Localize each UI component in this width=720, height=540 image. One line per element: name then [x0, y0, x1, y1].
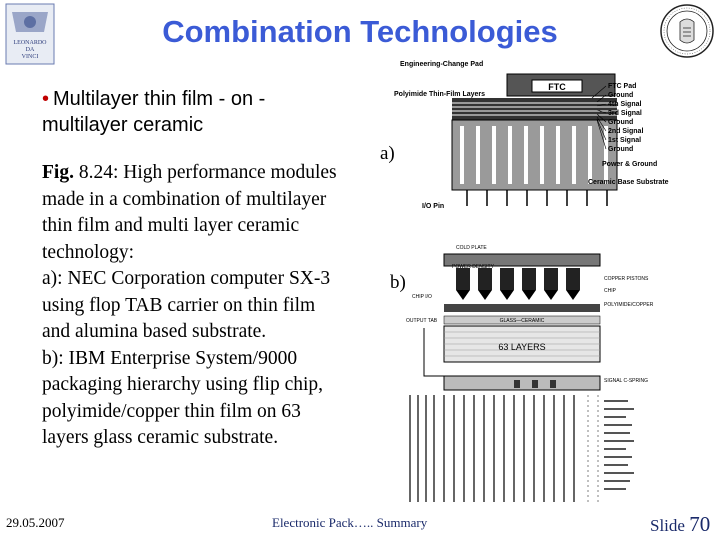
label-ground-2: Ground — [608, 119, 634, 126]
label-signal-4: 4th Signal — [608, 101, 642, 108]
label-63-layers: 63 LAYERS — [498, 342, 546, 352]
figure-a-label: a) — [380, 143, 395, 164]
figure-b-label: b) — [390, 272, 406, 293]
footer-title: Electronic Pack….. Summary — [272, 515, 428, 530]
fig-label: Fig. — [42, 162, 74, 183]
bullet-symbol: • — [42, 88, 50, 110]
label-signal-1: 1st Signal — [608, 137, 642, 144]
label-signal-spring: SIGNAL C-SPRING — [604, 378, 648, 384]
bullet-point — [42, 86, 352, 138]
slide-number — [650, 512, 710, 537]
label-chip-io: CHIP I/O — [412, 294, 432, 300]
figure-b-ibm-package — [404, 240, 710, 508]
svg-text:LEONARDO: LEONARDO — [13, 40, 47, 46]
university-seal-icon — [658, 2, 716, 60]
caption-b: b): IBM Enterprise System/9000 packaging hierarchy using flip chip, polyimide/copper thin film on 63 layers glass ceramic substrate. — [42, 347, 324, 448]
label-ceramic-base: Ceramic Base Substrate — [588, 179, 669, 186]
label-power-density: POWER DENSITY — [452, 264, 494, 270]
label-output-tab: OUTPUT TAB — [406, 318, 438, 324]
page-title: Combination Technologies — [162, 14, 558, 49]
svg-text:VINCI: VINCI — [21, 54, 39, 60]
caption-intro: 8.24: High performance modules made in a combination of multilayer thin film and multi layer ceramic technology: — [42, 162, 337, 263]
label-polyimide: Polyimide Thin-Film Layers — [394, 91, 486, 98]
label-ground-1: Ground — [608, 92, 634, 99]
label-ground-3: Ground — [608, 146, 634, 153]
label-glass-ceramic: GLASS—CERAMIC — [499, 318, 545, 324]
figure-a-nec-module — [392, 56, 684, 214]
svg-text:DA: DA — [25, 47, 35, 53]
label-signal-2: 2nd Signal — [608, 128, 644, 135]
caption-a: a): NEC Corporation computer SX-3 using flop TAB carrier on thin film and alumina based substrate. — [42, 268, 331, 342]
figure-caption — [42, 160, 342, 452]
label-ftc: FTC — [548, 82, 566, 92]
label-copper-pistons: COPPER PISTONS — [604, 276, 649, 282]
label-cold-plate: COLD PLATE — [456, 245, 487, 251]
footer-date: 29.05.2007 — [6, 515, 65, 530]
label-power-ground: Power & Ground — [602, 161, 658, 168]
slide-number-value: 70 — [689, 512, 711, 536]
bullet-text: Multilayer thin film - on - multilayer ceramic — [42, 88, 266, 136]
label-chip: CHIP — [604, 288, 616, 294]
label-io-pin: I/O Pin — [422, 203, 445, 210]
slide-label: Slide — [650, 516, 685, 535]
label-eng-pad: Engineering-Change Pad — [400, 61, 484, 68]
label-polyimide-copper: POLYIMIDE/COPPER — [604, 302, 654, 308]
label-signal-3: 3rd Signal — [608, 110, 642, 117]
label-ftc-pad: FTC Pad — [608, 83, 637, 90]
